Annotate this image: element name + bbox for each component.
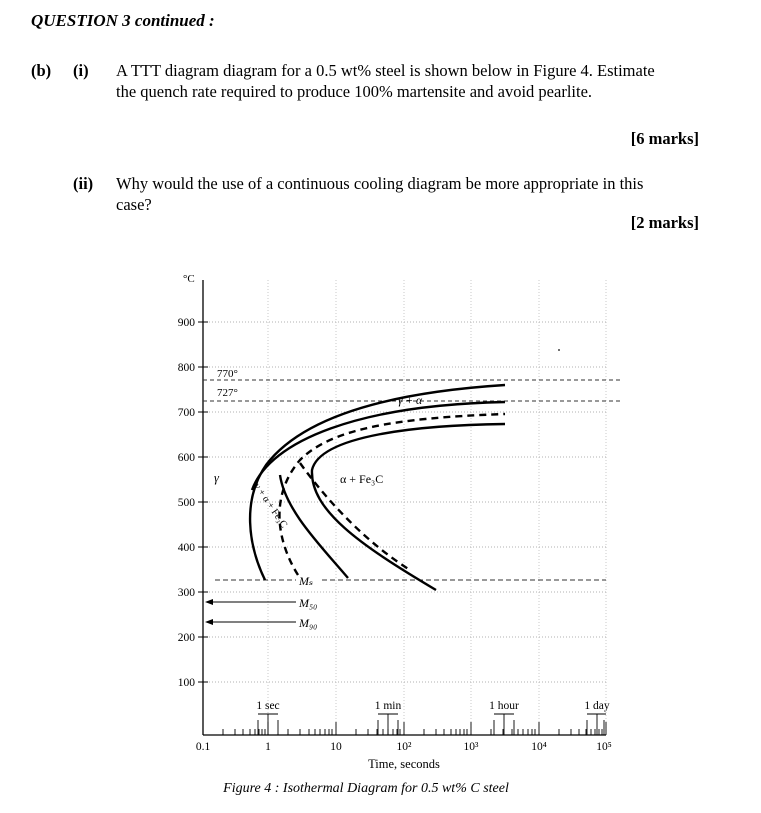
- question-ii-line-2: case?: [116, 195, 152, 214]
- finish-curve: [312, 424, 505, 590]
- m50-label: M₅₀: [299, 596, 318, 610]
- figure-caption: Figure 4 : Isothermal Diagram for 0.5 wt% C steel: [223, 781, 509, 796]
- temp-label-727: 727°: [217, 387, 238, 399]
- y-tick-label: 100: [177, 677, 195, 689]
- y-tick-label: 700: [177, 407, 195, 419]
- marks-ii: [2 marks]: [630, 213, 699, 232]
- stray-dot: [558, 349, 560, 351]
- time-marker-label: 1 hour: [489, 700, 519, 712]
- y-tick-label: 600: [177, 452, 195, 464]
- question-ii-line-1: Why would the use of a continuous cooling diagram be more appropriate in this: [116, 174, 644, 193]
- y-tick-label: 300: [177, 587, 195, 599]
- x-tick-label: 10³: [463, 741, 479, 753]
- m50-arrow-head: [205, 599, 213, 605]
- y-tick-label: 800: [177, 362, 195, 374]
- x-tick-label: 0.1: [195, 741, 211, 753]
- page-heading: QUESTION 3 continued :: [31, 11, 215, 30]
- y-axis-unit: °C: [183, 273, 195, 285]
- y-tick-label: 400: [177, 542, 195, 554]
- time-marker-label: 1 sec: [256, 700, 280, 712]
- time-marker-label: 1 day: [584, 700, 610, 712]
- x-tick-label: 10²: [396, 741, 412, 753]
- temp-label-770: 770°: [217, 368, 238, 380]
- y-tick-label: 900: [177, 317, 195, 329]
- y-tick-label: 200: [177, 632, 195, 644]
- question-i-line-2: the quench rate required to produce 100% martensite and avoid pearlite.: [116, 82, 593, 101]
- time-marker-ticks: [258, 714, 606, 735]
- region-gamma-alpha: γ + α: [398, 395, 423, 407]
- question-i-line-1: A TTT diagram diagram for a 0.5 wt% steel is shown below in Figure 4. Estimate: [116, 61, 655, 80]
- time-marker-label: 1 min: [374, 700, 402, 712]
- m90-arrow-head: [205, 619, 213, 625]
- y-tick-label: 500: [177, 497, 195, 509]
- region-gamma: γ: [214, 471, 219, 485]
- x-tick-label: 10: [330, 741, 342, 753]
- x-tick-label: 10⁴: [531, 741, 547, 753]
- subpart-label-i: (i): [73, 61, 89, 80]
- region-gamma-alpha-fe3c: γ + α + Fe₃C: [251, 481, 290, 531]
- grid-vertical: [268, 280, 606, 735]
- x-tick-marks: [203, 722, 606, 735]
- subpart-label-ii: (ii): [73, 174, 94, 193]
- ms-label: Mₛ: [299, 574, 314, 588]
- part-label-b: (b): [31, 61, 52, 80]
- marks-i: [6 marks]: [630, 129, 699, 148]
- m90-label: M₉₀: [299, 616, 318, 630]
- x-tick-label: 10⁵: [596, 741, 612, 753]
- x-tick-label: 1: [265, 741, 271, 753]
- x-axis-title: Time, seconds: [368, 757, 440, 771]
- region-alpha-fe3c: α + Fe₃C: [340, 472, 384, 486]
